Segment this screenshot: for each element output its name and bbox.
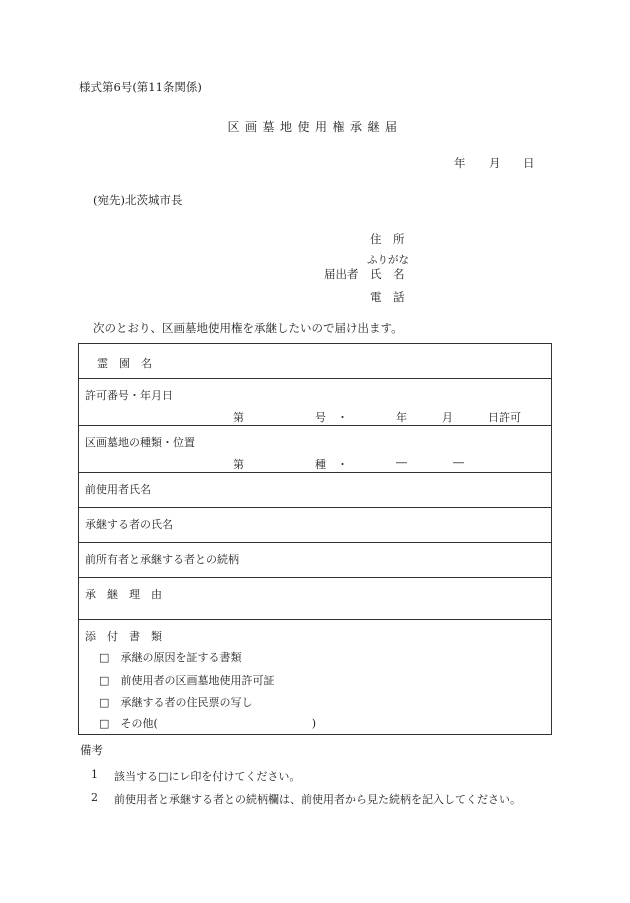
table-row [79,543,552,578]
attachment-label: その他( ) [120,717,317,730]
plot-dash-2: ― [453,456,464,469]
attachment-option-3[interactable] [99,694,253,710]
phone-label: 電 話 [370,290,405,304]
date-year-label: 年 [454,156,466,170]
checkbox-icon[interactable]: □ [99,651,110,664]
notifier-label: 届出者 [324,267,359,281]
name-label: 氏 名 [370,267,405,281]
plot-label: 区画墓地の種類・位置 [85,436,195,449]
permit-month: 月 [442,411,453,424]
permit-cell[interactable] [79,379,552,426]
remarks-title: 備考 [80,743,103,757]
table-row [79,620,552,735]
form-number: 様式第6号(第11条関係) [79,80,202,94]
attachment-label: 承継する者の住民票の写し [120,696,253,709]
note-1-number: 1 [91,768,98,781]
plot-cell[interactable] [79,426,552,473]
reason-label: 承 継 理 由 [85,588,162,601]
checkbox-icon[interactable]: □ [99,696,110,709]
relation-label: 前所有者と承継する者との続柄 [85,553,239,566]
prev-user-label: 前使用者氏名 [85,483,151,496]
successor-cell[interactable] [79,508,552,543]
cemetery-name-label: 霊 園 名 [97,357,152,370]
date-day-label: 日 [523,156,535,170]
address-label: 住 所 [370,232,405,246]
attachment-label: 承継の原因を証する書類 [120,651,242,664]
permit-dai: 第 [233,411,244,424]
intro-text: 次のとおり、区画墓地使用権を承継したいので届け出ます。 [93,321,403,335]
note-1-text: 該当する□にレ印を付けてください。 [114,770,301,783]
addressee: (宛先)北茨城市長 [93,193,183,207]
attachments-label: 添 付 書 類 [85,630,162,643]
permit-label: 許可番号・年月日 [85,389,173,402]
attachment-option-2[interactable] [99,672,275,688]
table-row [79,508,552,543]
note-2-text: 前使用者と承継する者との続柄欄は、前使用者から見た続柄を記入してください。 [114,793,521,806]
table-row [79,344,552,379]
plot-shu: 種 ・ [315,458,348,471]
prev-user-cell[interactable] [79,473,552,508]
table-row [79,426,552,473]
attachment-option-4[interactable] [99,715,316,731]
note-2-number: 2 [91,791,98,804]
cemetery-name-cell[interactable] [79,344,552,379]
plot-dash-1: ― [396,456,407,469]
plot-dai: 第 [233,458,244,471]
attachment-option-1[interactable] [99,649,242,665]
table-row [79,379,552,426]
document-title: 区画墓地使用権承継届 [227,120,403,134]
reason-cell[interactable] [79,578,552,620]
attachments-cell [79,620,552,735]
successor-label: 承継する者の氏名 [85,518,173,531]
checkbox-icon[interactable]: □ [99,717,110,730]
relation-cell[interactable] [79,543,552,578]
table-row [79,578,552,620]
date-month-label: 月 [489,156,501,170]
checkbox-icon[interactable]: □ [99,674,110,687]
table-row [79,473,552,508]
furigana-label: ふりがな [367,254,409,266]
permit-go: 号 ・ [315,411,348,424]
application-table [78,343,552,735]
permit-year: 年 [396,411,407,424]
attachment-label: 前使用者の区画墓地使用許可証 [120,674,275,687]
permit-day: 日許可 [488,411,521,424]
